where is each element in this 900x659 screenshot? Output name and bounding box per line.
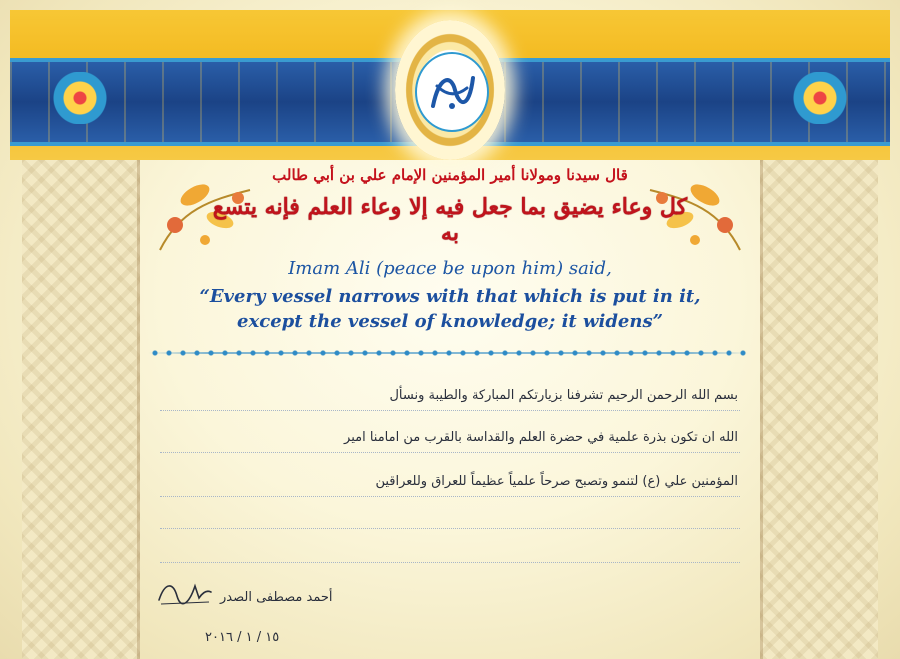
calligraphy-medallion-icon [395,20,505,160]
english-quote [190,284,710,334]
writing-rule [160,410,740,411]
signature-icon [155,578,215,608]
message-line-3: المؤمنين علي (ع) لتنمو وتصبح صرحاً علمياً عظيماً للعراق وللعراقين [375,474,738,489]
arabic-quote: كل وعاء يضيق بما جعل فيه إلا وعاء العلم فإنه يتسع به [212,194,688,246]
right-ornamental-border [760,160,878,659]
message-line-1: بسم الله الرحمن الرحيم تشرفنا بزيارتكم المباركة والطيبة ونسأل [389,388,738,403]
writing-rule [160,496,740,497]
left-ornamental-border [22,160,140,659]
header-banner [10,10,890,160]
english-intro: Imam Ali (peace be upon him) said, [288,258,612,279]
english-quote-line-2: except the vessel of knowledge; it widens” [237,311,663,332]
signatory-name: أحمد مصطفى الصدر [220,590,333,605]
writing-rule [160,562,740,563]
writing-rule [160,528,740,529]
writing-rule [160,452,740,453]
signature-date: ١٥ / ١ / ٢٠١٦ [205,630,280,645]
decorative-divider [148,348,748,358]
message-line-2: الله ان تكون بذرة علمية في حضرة العلم والقداسة بالقرب من امامنا امير [344,430,738,445]
arabic-attribution: قال سيدنا ومولانا أمير المؤمنين الإمام علي بن أبي طالب [272,166,628,184]
english-quote-line-1: “Every vessel narrows with that which is put in it, [199,286,701,307]
